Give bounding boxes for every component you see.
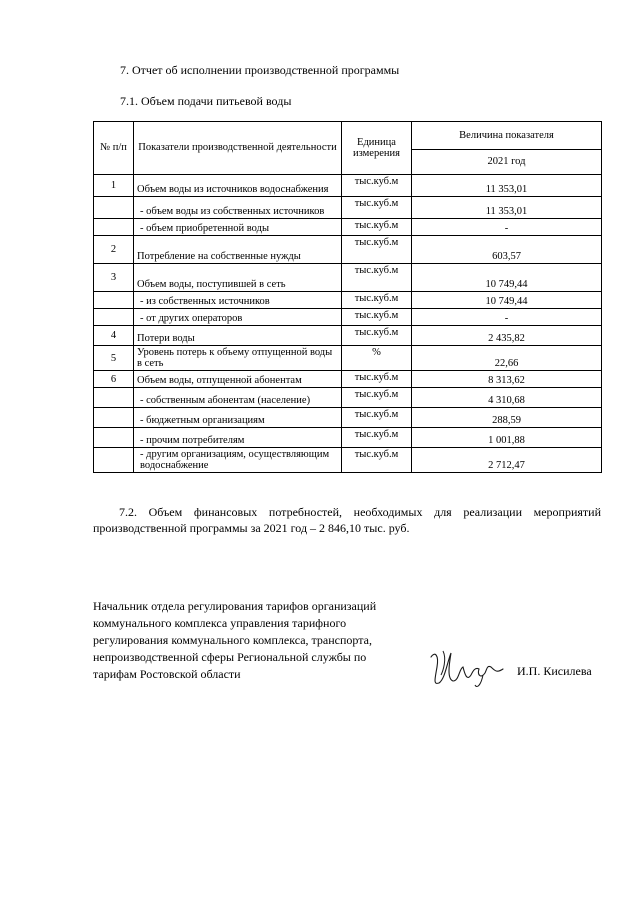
indicator-value: 4 310,68 (412, 388, 602, 408)
row-number (94, 197, 134, 219)
indicator-name: - бюджетным организациям (134, 408, 342, 428)
unit-of-measure: тыс.куб.м (342, 428, 412, 448)
header-year: 2021 год (412, 150, 602, 175)
header-unit: Единица измерения (342, 122, 412, 175)
unit-of-measure: тыс.куб.м (342, 388, 412, 408)
indicator-name: Объем воды, поступившей в сеть (134, 264, 342, 292)
unit-of-measure: тыс.куб.м (342, 448, 412, 473)
table-row (94, 346, 602, 371)
indicator-value: 2 712,47 (412, 448, 602, 473)
indicator-value: 11 353,01 (412, 175, 602, 197)
indicator-name: - от других операторов (134, 309, 342, 326)
header-num: № п/п (94, 122, 134, 175)
indicator-value: 10 749,44 (412, 264, 602, 292)
table-row (94, 292, 602, 309)
indicator-value: 288,59 (412, 408, 602, 428)
row-number: 6 (94, 371, 134, 388)
indicator-value: - (412, 309, 602, 326)
row-number (94, 292, 134, 309)
table-row (94, 236, 602, 264)
table-row (94, 219, 602, 236)
signer-position: Начальник отдела регулирования тарифов организаций коммунального комплекса управления тарифного регулирования коммунального комплекса, транспорта, непроизводственной сферы Региональной службы по тарифам Ростовской области (93, 599, 377, 681)
unit-of-measure: тыс.куб.м (342, 309, 412, 326)
table-row (94, 197, 602, 219)
subsection-heading: 7.1. Объем подачи питьевой воды (120, 94, 292, 108)
financial-needs-note: 7.2. Объем финансовых потребностей, необходимых для реализации мероприятий производственной программы за 2021 год – 2 846,10 тыс. руб. (93, 505, 601, 535)
row-number (94, 388, 134, 408)
table-row (94, 448, 602, 473)
indicator-name: - собственным абонентам (население) (134, 388, 342, 408)
table-row (94, 175, 602, 197)
unit-of-measure: тыс.куб.м (342, 292, 412, 309)
indicator-name: - из собственных источников (134, 292, 342, 309)
indicator-name: - объем воды из собственных источников (134, 197, 342, 219)
handwritten-signature (425, 645, 505, 689)
row-number (94, 309, 134, 326)
table-row (94, 326, 602, 346)
signer-name: И.П. Кисилева (517, 664, 592, 678)
unit-of-measure: тыс.куб.м (342, 326, 412, 346)
indicator-value: 22,66 (412, 346, 602, 371)
table-row (94, 264, 602, 292)
indicator-value: 10 749,44 (412, 292, 602, 309)
row-number (94, 448, 134, 473)
unit-of-measure: тыс.куб.м (342, 371, 412, 388)
unit-of-measure: тыс.куб.м (342, 408, 412, 428)
water-supply-table (93, 121, 602, 473)
table-row (94, 428, 602, 448)
row-number: 1 (94, 175, 134, 197)
unit-of-measure: % (342, 346, 412, 371)
row-number (94, 428, 134, 448)
indicator-value: 11 353,01 (412, 197, 602, 219)
row-number: 4 (94, 326, 134, 346)
unit-of-measure: тыс.куб.м (342, 175, 412, 197)
row-number (94, 219, 134, 236)
row-number: 2 (94, 236, 134, 264)
indicator-value: 8 313,62 (412, 371, 602, 388)
unit-of-measure: тыс.куб.м (342, 236, 412, 264)
header-name: Показатели производственной деятельности (134, 122, 342, 175)
header-value: Величина показателя (412, 122, 602, 150)
table-row (94, 388, 602, 408)
unit-of-measure: тыс.куб.м (342, 219, 412, 236)
indicator-name: - объем приобретенной воды (134, 219, 342, 236)
unit-of-measure: тыс.куб.м (342, 264, 412, 292)
indicator-name: Потери воды (134, 326, 342, 346)
indicator-value: - (412, 219, 602, 236)
table-row (94, 371, 602, 388)
row-number (94, 408, 134, 428)
section-heading: 7. Отчет об исполнении производственной программы (120, 63, 400, 77)
indicator-name: Уровень потерь к объему отпущенной воды в сеть (134, 346, 342, 371)
table-body (94, 175, 602, 473)
indicator-name: Объем воды, отпущенной абонентам (134, 371, 342, 388)
row-number: 5 (94, 346, 134, 371)
indicator-name: Объем воды из источников водоснабжения (134, 175, 342, 197)
unit-of-measure: тыс.куб.м (342, 197, 412, 219)
indicator-value: 1 001,88 (412, 428, 602, 448)
table-row (94, 309, 602, 326)
indicator-name: Потребление на собственные нужды (134, 236, 342, 264)
row-number: 3 (94, 264, 134, 292)
indicator-name: - другим организациям, осуществляющим водоснабжение (134, 448, 342, 473)
indicator-value: 603,57 (412, 236, 602, 264)
table-row (94, 408, 602, 428)
indicator-value: 2 435,82 (412, 326, 602, 346)
indicator-name: - прочим потребителям (134, 428, 342, 448)
